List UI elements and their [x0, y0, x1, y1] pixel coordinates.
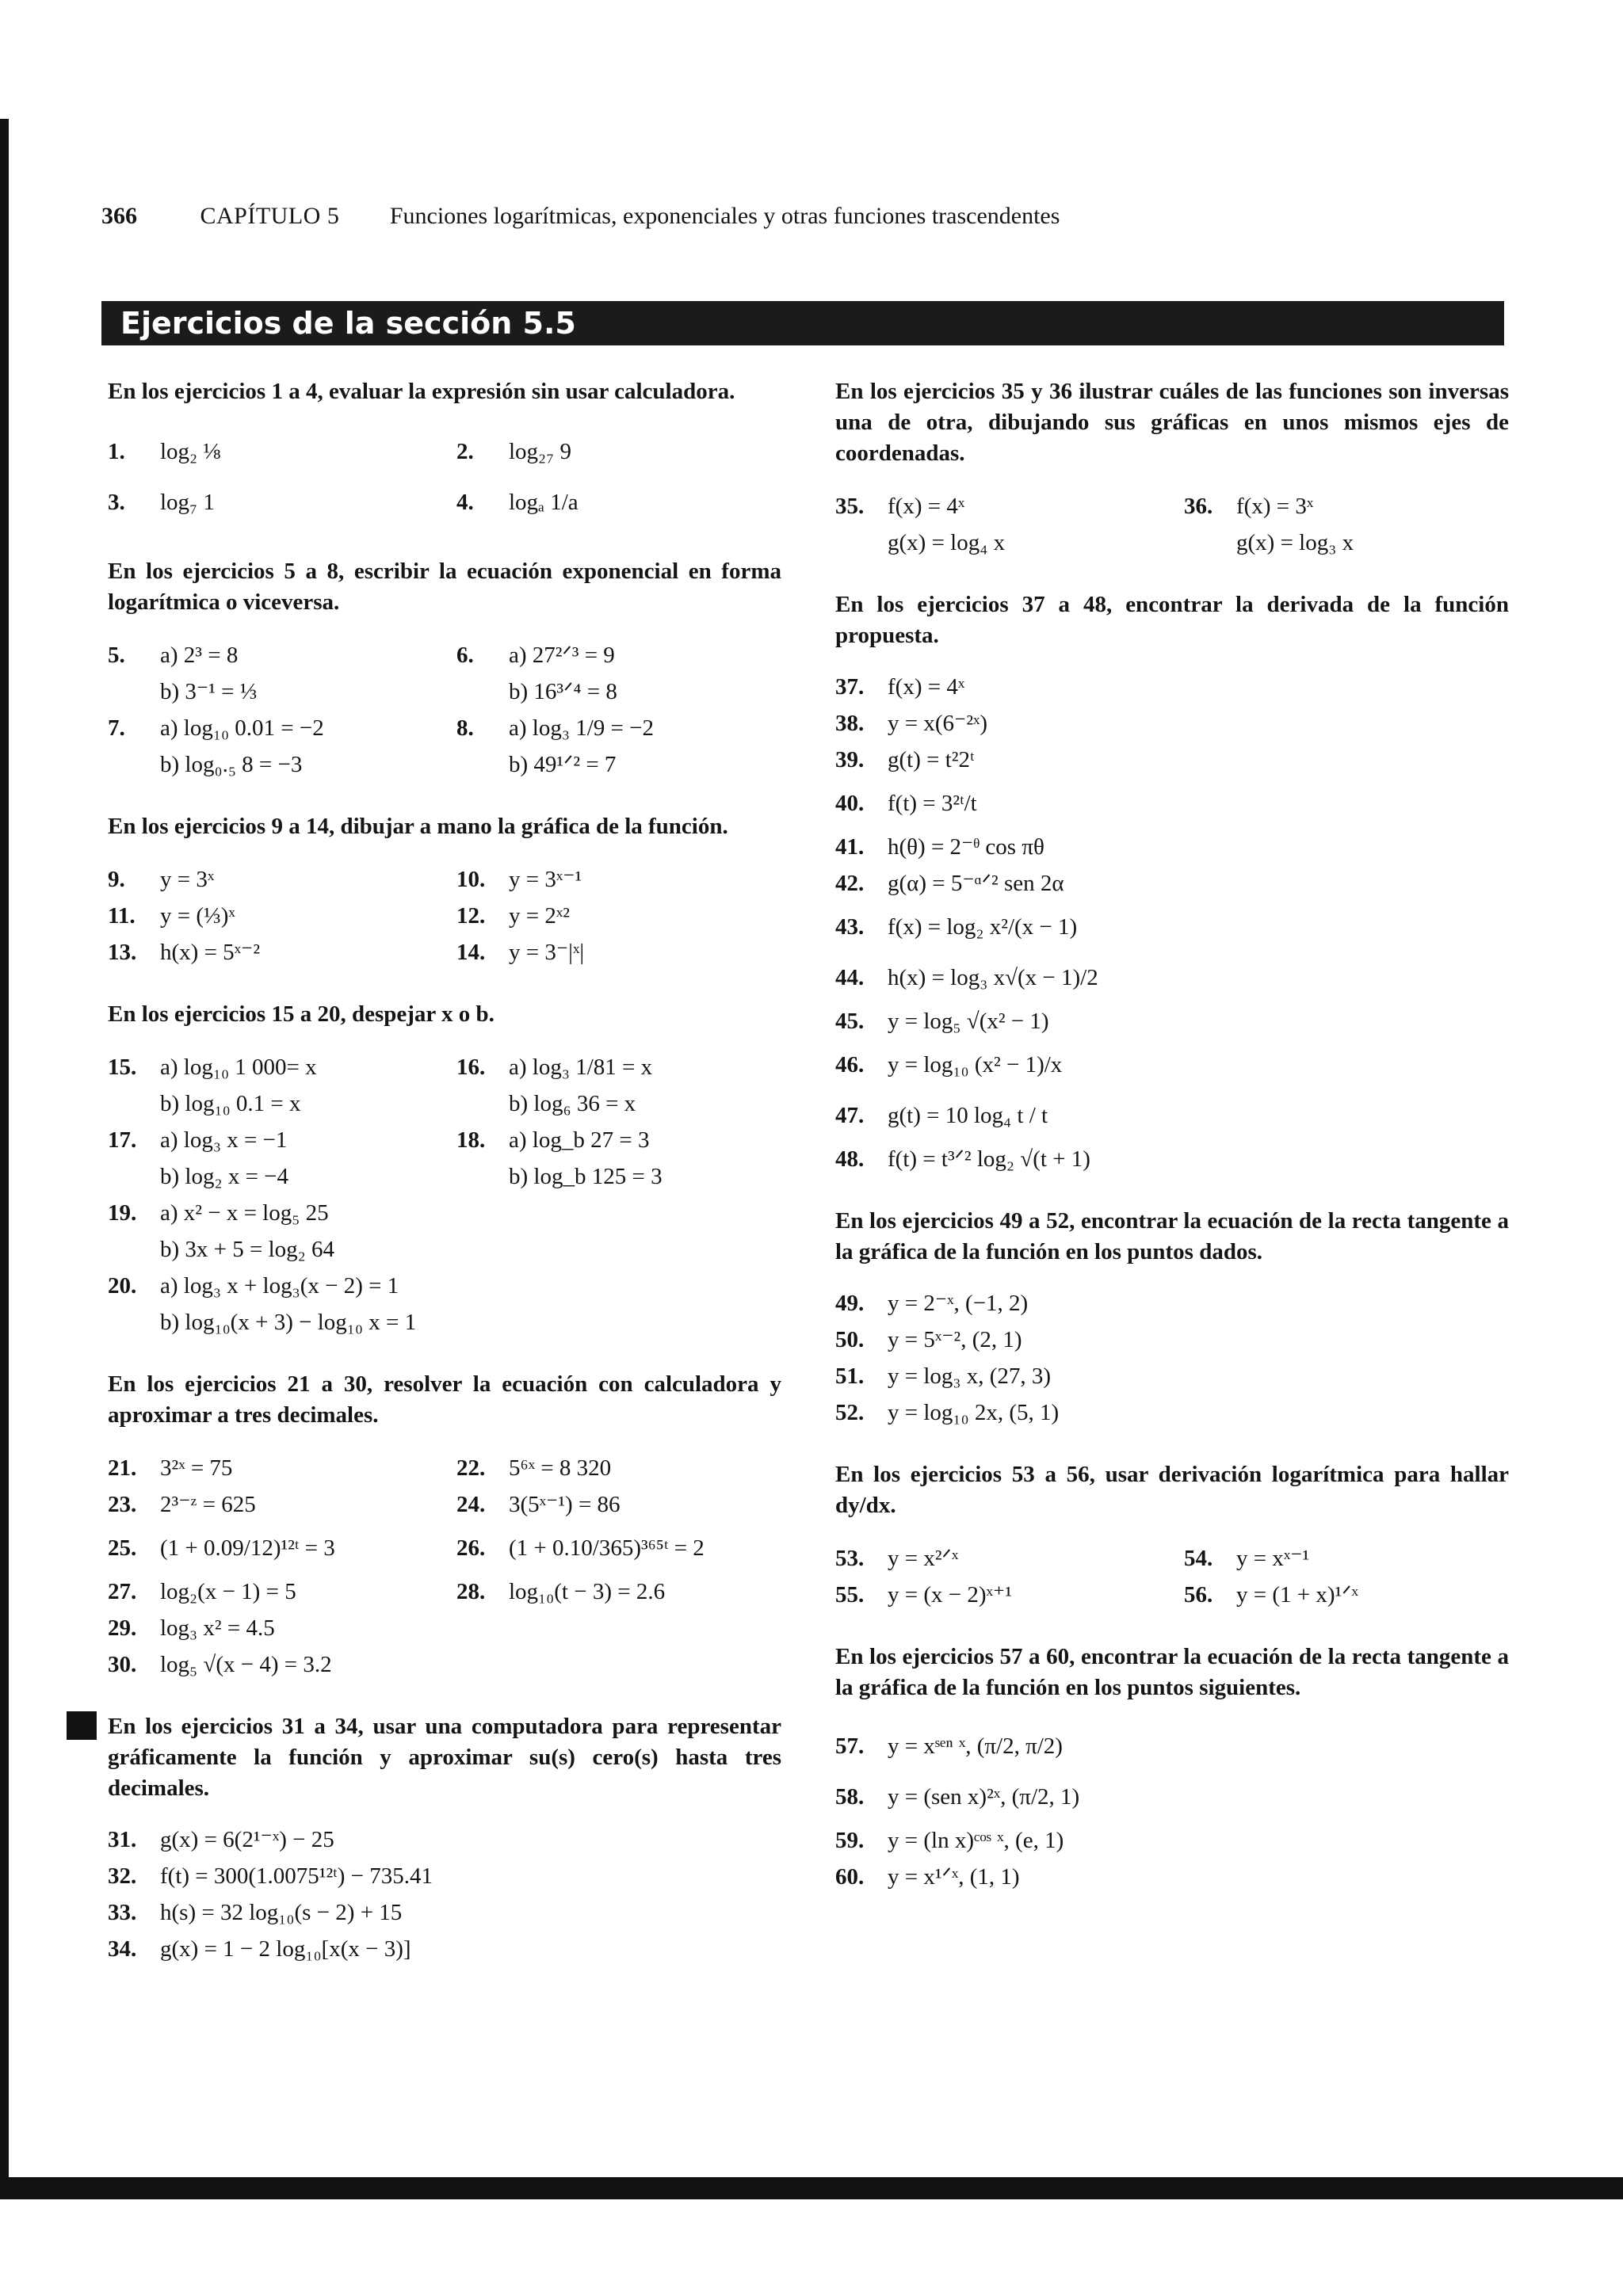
exercise-expression: g(t) = t²2ᵗ: [888, 747, 975, 772]
exercise-number: 22.: [456, 1455, 486, 1481]
exercise-expression: f(x) = log₂ x²/(x − 1): [888, 914, 1078, 940]
exercise-number: 49.: [835, 1291, 865, 1316]
exercise-expression: y = x²ᐟˣ: [888, 1546, 959, 1571]
exercise-expression: a) log_b 27 = 3: [509, 1127, 650, 1153]
exercise-expression: a) 27²ᐟ³ = 9: [509, 643, 615, 668]
exercise-expression: f(x) = 3ˣ: [1236, 494, 1314, 519]
exercise-item: [835, 705, 1509, 742]
exercise-item: [108, 934, 456, 971]
exercise-item: [108, 1268, 781, 1304]
exercise-expression: 2³⁻ᶻ = 625: [160, 1492, 256, 1517]
exercise-item: [108, 1195, 781, 1231]
exercise-item: [835, 1540, 1184, 1577]
exercise-expression: a) 2³ = 8: [160, 643, 239, 668]
exercise-item: [456, 746, 781, 783]
exercise-number: 8.: [456, 715, 474, 741]
exercise-item: [456, 710, 781, 746]
exercise-expression: h(x) = 5ˣ⁻²: [160, 940, 261, 965]
exercise-item: [108, 898, 456, 934]
exercise-item: [835, 1358, 1509, 1394]
exercise-item: [108, 1894, 781, 1931]
exercise-item: [835, 1285, 1509, 1322]
exercise-number: 30.: [108, 1652, 137, 1677]
exercise-item: [835, 1772, 1509, 1822]
exercise-item: [108, 1523, 456, 1573]
exercise-expression: y = log₁₀ 2x, (5, 1): [888, 1400, 1060, 1425]
exercise-number: 5.: [108, 643, 125, 668]
exercise-number: 38.: [835, 711, 865, 736]
exercise-grid: [108, 1450, 781, 1610]
exercise-item: [108, 861, 456, 898]
exercise-number: 53.: [835, 1546, 865, 1571]
exercise-expression: b) 16³ᐟ⁴ = 8: [509, 679, 617, 704]
exercise-item: [108, 1646, 781, 1683]
instructions-1-4: En los ejercicios 1 a 4, evaluar la expresión sin usar calculadora.: [108, 379, 735, 404]
exercise-number: 37.: [835, 674, 865, 700]
exercise-grid: [108, 637, 781, 783]
exercise-expression: b) log₂ x = −4: [160, 1164, 289, 1189]
exercise-number: 31.: [108, 1827, 137, 1852]
exercise-item: [108, 673, 456, 710]
exercise-expression: 3²ˣ = 75: [160, 1455, 233, 1481]
exercise-number: 10.: [456, 867, 486, 892]
instructions-15-20: En los ejercicios 15 a 20, despejar x o b.: [108, 1001, 495, 1027]
exercise-item: [835, 524, 1184, 561]
exercise-item: [835, 1394, 1509, 1431]
exercise-item: [456, 1573, 781, 1610]
exercise-grid: [835, 1540, 1509, 1613]
exercise-item: [835, 778, 1509, 829]
exercise-expression: f(x) = 4ˣ: [888, 674, 965, 700]
exercise-expression: log₅ √(x − 4) = 3.2: [160, 1652, 332, 1677]
computer-exercise-icon: [67, 1711, 97, 1740]
exercise-expression: b) log_b 125 = 3: [509, 1164, 663, 1189]
exercise-number: 17.: [108, 1127, 137, 1153]
exercise-grid: [835, 488, 1509, 561]
exercise-expression: b) 3x + 5 = log₂ 64: [160, 1237, 335, 1262]
exercise-group-31-34: [108, 1711, 781, 1967]
exercise-expression: y = log₃ x, (27, 3): [888, 1363, 1052, 1389]
exercise-number: 20.: [108, 1273, 137, 1299]
exercise-number: 1.: [108, 439, 125, 464]
exercise-expression: g(x) = 6(2¹⁻ˣ) − 25: [160, 1827, 334, 1852]
exercise-item: [456, 934, 781, 971]
exercise-grid: [108, 861, 781, 971]
exercise-expression: y = (⅓)ˣ: [160, 903, 235, 929]
page-bottom-rule: [0, 2177, 1623, 2199]
exercise-item: [456, 637, 781, 673]
exercise-expression: y = 3ˣ⁻¹: [509, 867, 582, 892]
exercise-number: 11.: [108, 903, 136, 929]
instructions-57-60: En los ejercicios 57 a 60, encontrar la ecuación de la recta tangente a la gráfica de la función en los puntos siguientes.: [835, 1644, 1509, 1700]
exercise-expression: log₁₀(t − 3) = 2.6: [509, 1579, 666, 1604]
exercise-item: [108, 1122, 456, 1158]
running-head: [101, 203, 1060, 230]
exercise-item: [108, 477, 456, 528]
exercise-item: [108, 1085, 456, 1122]
exercise-item: [456, 1486, 781, 1523]
exercise-expression: (1 + 0.09/12)¹²ᵗ = 3: [160, 1535, 335, 1561]
exercise-group-49-52: [835, 1206, 1509, 1431]
exercise-expression: y = (1 + x)¹ᐟˣ: [1236, 1582, 1358, 1608]
exercise-number: 51.: [835, 1363, 865, 1389]
instructions-49-52: En los ejercicios 49 a 52, encontrar la ecuación de la recta tangente a la gráfica de la función en los puntos dados.: [835, 1208, 1509, 1264]
exercise-expression: y = 2ˣ²: [509, 903, 570, 929]
exercise-item: [108, 637, 456, 673]
instructions-9-14: En los ejercicios 9 a 14, dibujar a mano la gráfica de la función.: [108, 814, 728, 839]
exercise-number: 36.: [1184, 494, 1213, 519]
section-banner: Ejercicios de la sección 5.5: [101, 301, 1504, 345]
exercise-item: [456, 1450, 781, 1486]
exercise-item: [835, 488, 1184, 524]
exercise-item: [835, 1577, 1184, 1613]
exercise-item: [835, 952, 1509, 1003]
exercise-item: [456, 898, 781, 934]
instructions-53-56: En los ejercicios 53 a 56, usar derivación logarítmica para hallar dy/dx.: [835, 1462, 1509, 1518]
exercise-item: [1184, 1540, 1509, 1577]
exercise-expression: g(t) = 10 log₄ t / t: [888, 1103, 1048, 1128]
exercise-expression: a) log₃ x + log₃(x − 2) = 1: [160, 1273, 399, 1299]
exercise-group-53-56: [835, 1459, 1509, 1613]
exercise-group-21-30: [108, 1369, 781, 1683]
exercise-number: 7.: [108, 715, 125, 741]
right-column: [835, 376, 1509, 1924]
exercise-number: 47.: [835, 1103, 865, 1128]
exercise-number: 25.: [108, 1535, 137, 1561]
exercise-item: [835, 1322, 1509, 1358]
exercise-expression: y = 3ˣ: [160, 867, 215, 892]
exercise-expression: g(α) = 5⁻ᵅᐟ² sen 2α: [888, 871, 1064, 896]
chapter-label: CAPÍTULO 5: [200, 203, 340, 229]
exercise-item: [835, 829, 1509, 865]
exercise-group-37-48: [835, 589, 1509, 1177]
exercise-item: [456, 1158, 781, 1195]
exercise-number: 18.: [456, 1127, 486, 1153]
exercise-number: 24.: [456, 1492, 486, 1517]
exercise-number: 52.: [835, 1400, 865, 1425]
exercise-number: 42.: [835, 871, 865, 896]
exercise-list: [835, 1721, 1509, 1895]
exercise-item: [108, 1931, 781, 1967]
exercise-expression: b) log₆ 36 = x: [509, 1091, 636, 1116]
exercise-number: 32.: [108, 1863, 137, 1889]
exercise-list: [108, 1195, 781, 1341]
exercise-number: 27.: [108, 1579, 137, 1604]
exercise-item: [456, 1523, 781, 1573]
exercise-number: 15.: [108, 1055, 137, 1080]
page-number: 366: [101, 203, 137, 229]
exercise-expression: b) 49¹ᐟ² = 7: [509, 752, 617, 777]
exercise-number: 58.: [835, 1784, 865, 1810]
exercise-list: [108, 1821, 781, 1967]
exercise-item: [108, 1304, 781, 1341]
exercise-group-57-60: [835, 1642, 1509, 1895]
exercise-item: [1184, 1577, 1509, 1613]
exercise-item: [835, 1721, 1509, 1772]
exercise-number: 44.: [835, 965, 865, 990]
exercise-item: [108, 1821, 781, 1858]
exercise-number: 54.: [1184, 1546, 1213, 1571]
exercise-expression: a) log₃ 1/9 = −2: [509, 715, 654, 741]
exercise-number: 6.: [456, 643, 474, 668]
exercise-item: [1184, 524, 1509, 561]
exercise-expression: f(x) = 4ˣ: [888, 494, 965, 519]
exercise-expression: f(t) = t³ᐟ² log₂ √(t + 1): [888, 1146, 1090, 1172]
exercise-number: 50.: [835, 1327, 865, 1352]
exercise-item: [1184, 488, 1509, 524]
exercise-number: 35.: [835, 494, 865, 519]
exercise-item: [456, 1049, 781, 1085]
exercise-expression: y = log₁₀ (x² − 1)/x: [888, 1052, 1063, 1077]
exercise-expression: log₂ ⅛: [160, 439, 221, 464]
instructions-31-34: En los ejercicios 31 a 34, usar una computadora para representar gráficamente la función y aproximar su(s) cero(s) hasta tres decimales.: [108, 1714, 781, 1801]
exercise-item: [835, 1859, 1509, 1895]
exercise-item: [108, 746, 456, 783]
exercise-number: 21.: [108, 1455, 137, 1481]
exercise-number: 23.: [108, 1492, 137, 1517]
exercise-expression: a) log₁₀ 1 000= x: [160, 1055, 317, 1080]
exercise-expression: y = xˢᵉⁿ ˣ, (π/2, π/2): [888, 1733, 1063, 1759]
exercise-item: [108, 1450, 456, 1486]
exercise-number: 39.: [835, 747, 865, 772]
exercise-expression: g(x) = log₃ x: [1236, 530, 1354, 555]
exercise-expression: b) 3⁻¹ = ⅓: [160, 679, 258, 704]
exercise-expression: a) log₃ x = −1: [160, 1127, 288, 1153]
exercise-expression: a) x² − x = log₅ 25: [160, 1200, 329, 1226]
exercise-item: [835, 1039, 1509, 1090]
exercise-item: [108, 1858, 781, 1894]
exercise-group-9-14: [108, 811, 781, 971]
exercise-number: 9.: [108, 867, 125, 892]
exercise-number: 60.: [835, 1864, 865, 1890]
exercise-expression: h(θ) = 2⁻ᶿ cos πθ: [888, 834, 1044, 860]
exercise-item: [108, 1158, 456, 1195]
exercise-number: 56.: [1184, 1582, 1213, 1608]
exercise-list: [835, 669, 1509, 1177]
exercise-expression: h(s) = 32 log₁₀(s − 2) + 15: [160, 1900, 403, 1925]
exercise-number: 29.: [108, 1615, 137, 1641]
exercise-group-35-36: [835, 376, 1509, 561]
exercise-number: 14.: [456, 940, 486, 965]
exercise-expression: b) log₁₀ 0.1 = x: [160, 1091, 301, 1116]
exercise-item: [456, 1122, 781, 1158]
exercise-expression: log₂(x − 1) = 5: [160, 1579, 296, 1604]
exercise-number: 19.: [108, 1200, 137, 1226]
exercise-expression: y = (sen x)²ˣ, (π/2, 1): [888, 1784, 1080, 1810]
instructions-37-48: En los ejercicios 37 a 48, encontrar la derivada de la función propuesta.: [835, 592, 1509, 648]
exercise-expression: a) log₁₀ 0.01 = −2: [160, 715, 324, 741]
exercise-expression: f(t) = 3²ᵗ/t: [888, 791, 977, 816]
page-left-rule: [0, 119, 9, 2183]
exercise-expression: b) log₁₀(x + 3) − log₁₀ x = 1: [160, 1310, 417, 1335]
exercise-expression: y = 5ˣ⁻², (2, 1): [888, 1327, 1022, 1352]
exercise-item: [108, 426, 456, 477]
exercise-expression: log₂₇ 9: [509, 439, 572, 464]
exercise-number: 43.: [835, 914, 865, 940]
exercise-expression: g(x) = log₄ x: [888, 530, 1006, 555]
exercise-group-15-20: [108, 999, 781, 1341]
exercise-number: 48.: [835, 1146, 865, 1172]
exercise-expression: g(x) = 1 − 2 log₁₀[x(x − 3)]: [160, 1936, 411, 1962]
exercise-list: [835, 1285, 1509, 1431]
exercise-item: [835, 1090, 1509, 1141]
exercise-expression: b) log₀.₅ 8 = −3: [160, 752, 303, 777]
exercise-item: [835, 865, 1509, 902]
exercise-item: [835, 1003, 1509, 1039]
left-column: [108, 376, 781, 1996]
exercise-expression: y = (ln x)ᶜᵒˢ ˣ, (e, 1): [888, 1828, 1064, 1853]
exercise-item: [456, 861, 781, 898]
exercise-expression: (1 + 0.10/365)³⁶⁵ᵗ = 2: [509, 1535, 705, 1561]
exercise-item: [456, 477, 781, 528]
exercise-item: [835, 1822, 1509, 1859]
exercise-expression: y = xˣ⁻¹: [1236, 1546, 1310, 1571]
exercise-number: 40.: [835, 791, 865, 816]
exercise-expression: h(x) = log₃ x√(x − 1)/2: [888, 965, 1098, 990]
exercise-expression: log₃ x² = 4.5: [160, 1615, 275, 1641]
exercise-expression: a) log₃ 1/81 = x: [509, 1055, 653, 1080]
exercise-number: 12.: [456, 903, 486, 929]
exercise-item: [456, 1085, 781, 1122]
exercise-expression: logₐ 1/a: [509, 490, 579, 515]
exercise-number: 13.: [108, 940, 137, 965]
exercise-item: [456, 673, 781, 710]
exercise-number: 59.: [835, 1828, 865, 1853]
exercise-item: [835, 742, 1509, 778]
exercise-item: [835, 669, 1509, 705]
exercise-expression: y = 3⁻|ˣ|: [509, 940, 585, 965]
instructions-35-36: En los ejercicios 35 y 36 ilustrar cuáles de las funciones son inversas una de otra, dibujando sus gráficas en unos mismos ejes de coordenadas.: [835, 379, 1509, 466]
exercise-number: 2.: [456, 439, 474, 464]
exercise-number: 41.: [835, 834, 865, 860]
exercise-number: 26.: [456, 1535, 486, 1561]
exercise-item: [835, 1141, 1509, 1177]
exercise-item: [108, 1231, 781, 1268]
exercise-item: [108, 1610, 781, 1646]
exercise-expression: y = log₅ √(x² − 1): [888, 1009, 1049, 1034]
exercise-item: [108, 1049, 456, 1085]
exercise-grid: [108, 426, 781, 528]
exercise-expression: y = 2⁻ˣ, (−1, 2): [888, 1291, 1029, 1316]
exercise-number: 34.: [108, 1936, 137, 1962]
exercise-expression: y = x¹ᐟˣ, (1, 1): [888, 1864, 1020, 1890]
instructions-5-8: En los ejercicios 5 a 8, escribir la ecuación exponencial en forma logarítmica o viceversa.: [108, 559, 781, 615]
exercise-expression: y = (x − 2)ˣ⁺¹: [888, 1582, 1012, 1608]
instructions-21-30: En los ejercicios 21 a 30, resolver la ecuación con calculadora y aproximar a tres decimales.: [108, 1371, 781, 1428]
exercise-number: 57.: [835, 1733, 865, 1759]
exercise-item: [108, 1486, 456, 1523]
exercise-number: 28.: [456, 1579, 486, 1604]
exercise-item: [835, 902, 1509, 952]
exercise-expression: 5⁶ˣ = 8 320: [509, 1455, 612, 1481]
exercise-group-1-4: [108, 376, 781, 528]
exercise-grid: [108, 1049, 781, 1195]
exercise-expression: log₇ 1: [160, 490, 215, 515]
exercise-list: [108, 1610, 781, 1683]
exercise-number: 55.: [835, 1582, 865, 1608]
exercise-expression: y = x(6⁻²ˣ): [888, 711, 988, 736]
exercise-number: 46.: [835, 1052, 865, 1077]
exercise-item: [456, 426, 781, 477]
exercise-item: [108, 1573, 456, 1610]
exercise-number: 3.: [108, 490, 125, 515]
exercise-expression: 3(5ˣ⁻¹) = 86: [509, 1492, 621, 1517]
exercise-number: 45.: [835, 1009, 865, 1034]
chapter-title: Funciones logarítmicas, exponenciales y otras funciones trascendentes: [389, 203, 1060, 229]
exercise-number: 33.: [108, 1900, 137, 1925]
exercise-group-5-8: [108, 556, 781, 783]
exercise-item: [108, 710, 456, 746]
exercise-expression: f(t) = 300(1.0075¹²ᵗ) − 735.41: [160, 1863, 433, 1889]
exercise-number: 4.: [456, 490, 474, 515]
exercise-number: 16.: [456, 1055, 486, 1080]
